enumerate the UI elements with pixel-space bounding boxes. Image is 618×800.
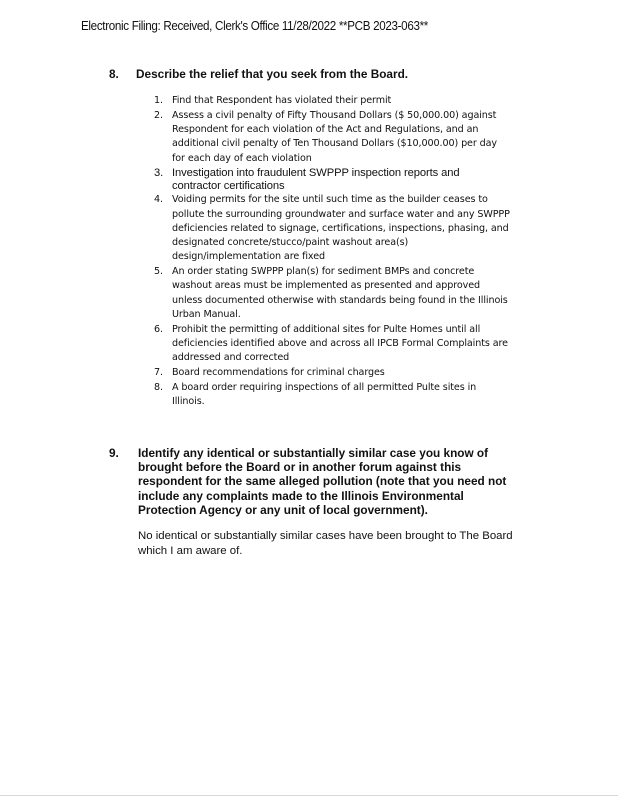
relief-list — [150, 94, 510, 410]
list-item — [150, 381, 510, 409]
list-item-text: Voiding permits for the site until such time as the builder ceases to pollute the surrounding groundwater and surface water and any SWPPP deficiencies related to signage, certifications, inspections, phasing, and designated concrete/stucco/paint washout area(s) design/implementation are fixed — [172, 194, 510, 263]
list-item-text: Assess a civil penalty of Fifty Thousand Dollars ($ 50,000.00) against Respondent for each violation of the Act and Regulations, and an additional civil penalty of Ten Thousand Dollars ($10,000.00) per day for each day of each violation — [172, 110, 498, 164]
section-9-number: 9. — [109, 446, 119, 460]
list-item-number: 1. — [154, 95, 163, 106]
list-item — [150, 167, 510, 193]
section-9-answer: No identical or substantially similar cases have been brought to The Board which I am aware of. — [138, 530, 513, 557]
list-item-number: 5. — [154, 266, 163, 278]
list-item — [150, 193, 510, 264]
filing-stamp-header: Electronic Filing: Received, Clerk's Office 11/28/2022 **PCB 2023-063** — [81, 19, 429, 33]
list-item — [150, 265, 510, 322]
section-8-heading: Describe the relief that you seek from the Board. — [136, 67, 409, 81]
list-item-text: A board order requiring inspections of all permitted Pulte sites in Illinois. — [172, 382, 477, 408]
section-9-heading: Identify any identical or substantially similar case you know of brought before the Board or in another forum against this respondent for the same alleged pollution (note that you need not include any complaints made to the Illinois Environmental Protection Agency or any unit of local government). — [138, 446, 507, 517]
list-item-text: An order stating SWPPP plan(s) for sediment BMPs and concrete washout areas must be implemented as presented and approved unless documented otherwise with standards being found in the Illinois Urban Manual. — [172, 266, 508, 320]
list-item-number: 6. — [154, 323, 163, 335]
section-8-number: 8. — [109, 67, 119, 81]
list-item-text: Investigation into fraudulent SWPPP inspection reports and contractor certifications — [172, 166, 460, 192]
list-item-text: Find that Respondent has violated their permit — [172, 95, 392, 106]
list-item — [150, 323, 510, 366]
list-item-number: 4. — [154, 194, 163, 206]
list-item-text: Board recommendations for criminal charges — [172, 367, 385, 379]
list-item-number: 2. — [154, 110, 163, 121]
list-item — [150, 109, 510, 166]
list-item-number: 8. — [154, 382, 163, 394]
list-item-text: Prohibit the permitting of additional sites for Pulte Homes until all deficiencies identified above and across all IPCB Formal Complaints are addressed and corrected — [172, 323, 508, 364]
list-item — [150, 94, 510, 108]
list-item-number: 7. — [154, 367, 163, 379]
list-item-number: 3. — [154, 166, 164, 179]
list-item — [150, 366, 510, 380]
page-bottom-edge — [0, 795, 618, 796]
